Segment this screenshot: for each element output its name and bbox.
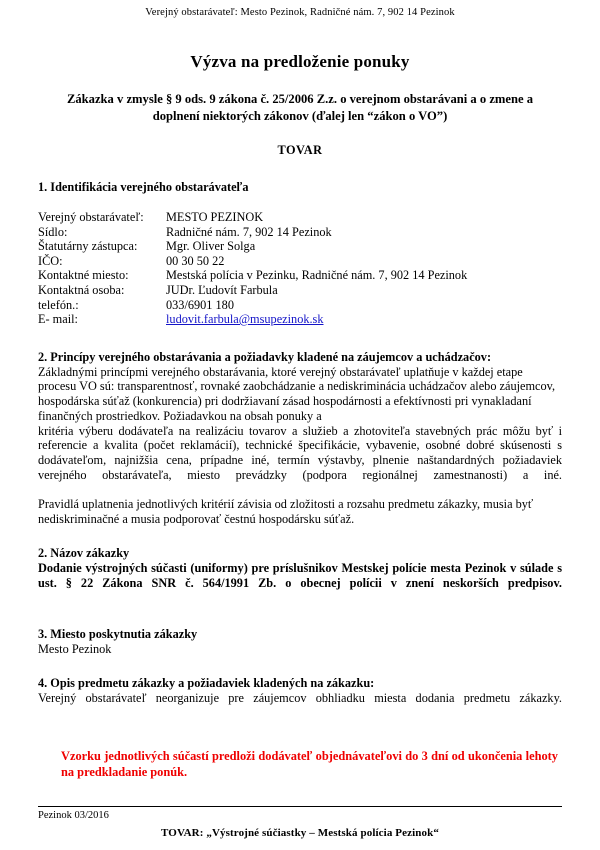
running-header: Verejný obstarávateľ: Mesto Pezinok, Radničné nám. 7, 902 14 Pezinok — [145, 7, 455, 18]
procurement-category: TOVAR — [277, 143, 323, 157]
row-value: 00 30 50 22 — [166, 253, 225, 268]
section-2-paragraph-1: Základnými princípmi verejného obstarávania, ktoré verejný obstarávateľ uplatňuje v každej etape procesu VO sú: transparentnosť, rovnaké zaobchádzanie a nediskriminácia uchádzačov alebo záujemcov, hospodárska súťaž (konkurencia) pri dodržiavaní zásad hospodárnosti a efektívnosti pri vynakladaní finančných prostriedkov. Požiadavkou na obsah ponuky a — [38, 364, 556, 423]
row-value: 033/6901 180 — [166, 297, 234, 312]
row-label: E- mail: — [38, 312, 78, 327]
row-value: JUDr. Ľudovít Farbula — [166, 282, 278, 297]
section-2-paragraph-3: Pravidlá uplatnenia jednotlivých kritérií závisia od zložitosti a rozsahu predmetu zákazky, musia byť nediskriminačné a musia podporovať čestnú hospodársku súťaž. — [38, 497, 534, 526]
row-label: telefón.: — [38, 297, 79, 312]
table-row — [38, 210, 562, 225]
section-miesto-heading: 3. Miesto poskytnutia zákazky — [38, 626, 198, 641]
table-row — [38, 312, 562, 327]
section-nazov-zakazky-heading: 2. Názov zákazky — [38, 546, 130, 561]
section-nazov-zakazky-body: Dodanie výstrojných súčasti (uniformy) pre príslušnikov Mestskej polície mesta Pezinok v súlade s ust. § 22 Zákona SNR č. 564/1991 Zb. o obecnej polícii v znení neskorších predpisov. — [38, 561, 562, 591]
row-value: Mgr. Oliver Solga — [166, 239, 256, 254]
row-value: Mestská polícia v Pezinku, Radničné nám. 7, 902 14 Pezinok — [166, 268, 468, 283]
row-label: Kontaktné miesto: — [38, 268, 129, 283]
section-miesto-body: Mesto Pezinok — [38, 641, 112, 656]
sample-submission-note: Vzorku jednotlivých súčastí predloži dodávateľ objednávateľovi do 3 dní od ukončenia lehoty na predkladanie ponúk. — [61, 748, 558, 779]
footer-title: TOVAR: „Výstrojné súčiastky – Mestská polícia Pezinok“ — [161, 827, 439, 839]
footer-divider — [38, 806, 562, 807]
page-footer — [38, 806, 562, 840]
row-label: Sídlo: — [38, 224, 68, 239]
document-subtitle: Zákazka v zmysle § 9 ods. 9 zákona č. 25/2006 Z.z. o verejnom obstarávani a o zmene a doplnení niektorých zákonov (ďalej len “zákon o VO”) — [66, 92, 534, 123]
row-value: Radničné nám. 7, 902 14 Pezinok — [166, 224, 332, 239]
row-label: IČO: — [38, 253, 63, 268]
row-label: Štatutárny zástupca: — [38, 239, 138, 254]
table-row — [38, 225, 562, 240]
page-title: Výzva na predloženie ponuky — [190, 52, 410, 71]
table-row — [38, 283, 562, 298]
section-2-paragraph-2: kritéria výberu dodávateľa na realizáciu tovarov a služieb a zhotoviteľa stavebných prác môžu byť i referencie a kvalita (počet reklamácií), technické špecifikácie, vybavenie, osobné dobré skúsenosti s dodávateľom, najnižšia cena, prípadne iné, termín výstavby, plnenie naštandardných požiadaviek verejného obstarávateľa, miesto prevádzky (podpora regionálnej zamestnanosti) a iné. — [38, 423, 562, 482]
footer-reference: Pezinok 03/2016 — [38, 810, 109, 821]
table-row — [38, 239, 562, 254]
section-2-heading: 2. Princípy verejného obstarávania a požiadavky kladené na záujemcov a uchádzačov: — [38, 349, 492, 364]
table-row — [38, 254, 562, 269]
email-link[interactable]: ludovit.farbula@msupezinok.sk — [166, 312, 324, 327]
section-opis-heading: 4. Opis predmetu zákazky a požiadaviek kladených na zákazku: — [38, 676, 375, 691]
row-label: Kontaktná osoba: — [38, 282, 125, 297]
section-opis-body: Verejný obstarávateľ neorganizuje pre záujemcov obhliadku miesta dodania predmetu zákazky. — [38, 691, 562, 706]
row-label: Verejný obstarávateľ: — [38, 210, 144, 224]
table-row — [38, 298, 562, 313]
section-1-heading: 1. Identifikácia verejného obstarávateľa — [38, 180, 249, 194]
identification-table — [38, 210, 562, 327]
row-value: MESTO PEZINOK — [166, 210, 264, 224]
table-row — [38, 268, 562, 283]
